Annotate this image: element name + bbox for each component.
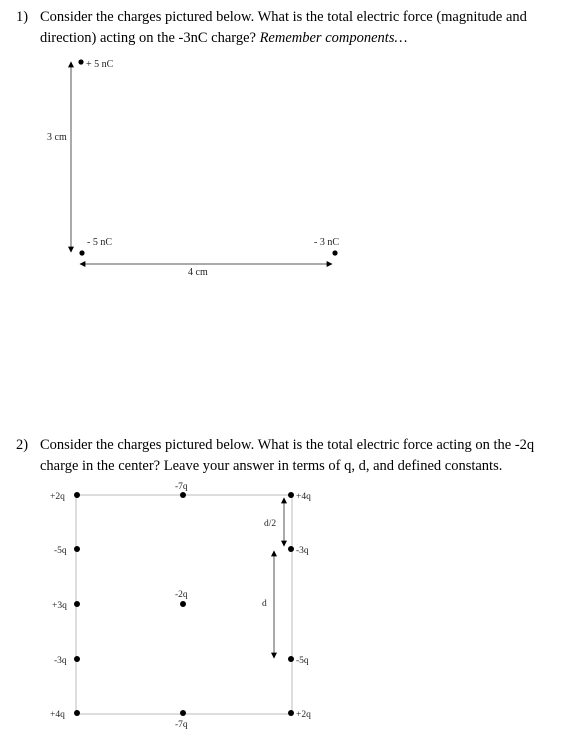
charge-dot: [180, 492, 186, 498]
question-2-text: Consider the charges pictured below. What is the total electric force acting on the -2q charge in the center? Leave your answer in terms of q, d, and defined constants.: [40, 437, 535, 474]
charge-top-label: + 5 nC: [86, 59, 114, 70]
vertical-distance-label: 3 cm: [47, 132, 67, 143]
charge-bottom-left-label: - 5 nC: [87, 237, 112, 248]
label-right-4: -5q: [296, 656, 309, 666]
label-top-right: +4q: [296, 492, 311, 502]
question-1-number: 1): [16, 9, 29, 25]
label-bottom-right: +2q: [296, 710, 311, 720]
spacing-label: d: [262, 599, 267, 609]
label-bottom-left: +4q: [50, 710, 65, 720]
label-top-middle: -7q: [175, 482, 188, 492]
half-spacing-label: d/2: [264, 519, 277, 529]
charge-dot: [74, 710, 80, 716]
center-charge-dot: [180, 601, 186, 607]
question-2-number: 2): [16, 437, 29, 453]
label-left-2: -5q: [54, 546, 67, 556]
diagram-2: [50, 482, 311, 730]
label-bottom-middle: -7q: [175, 720, 188, 730]
charge-dot: [74, 546, 80, 552]
charge-dot: [288, 710, 294, 716]
diagram-1: [47, 59, 339, 278]
charge-dot: [180, 710, 186, 716]
question-1-emphasis: Remember components…: [259, 30, 408, 46]
charge-dot: [74, 492, 80, 498]
charge-dot: [288, 656, 294, 662]
label-top-left: +2q: [50, 492, 65, 502]
charge-bottom-left-dot: [79, 250, 84, 255]
charge-dot: [74, 601, 80, 607]
charge-dot: [288, 546, 294, 552]
charge-dot: [288, 492, 294, 498]
charge-dot: [74, 656, 80, 662]
label-left-3: +3q: [52, 601, 67, 611]
charge-right-label: - 3 nC: [314, 237, 339, 248]
charge-right-dot: [332, 250, 337, 255]
label-center: -2q: [175, 590, 188, 600]
label-left-4: -3q: [54, 656, 67, 666]
question-1-text: Consider the charges pictured below. What is the total electric force (magnitude and direction) acting on the -3nC charge?: [40, 9, 527, 46]
horizontal-distance-label: 4 cm: [188, 267, 208, 278]
label-right-2: -3q: [296, 546, 309, 556]
charge-top-dot: [78, 59, 83, 64]
